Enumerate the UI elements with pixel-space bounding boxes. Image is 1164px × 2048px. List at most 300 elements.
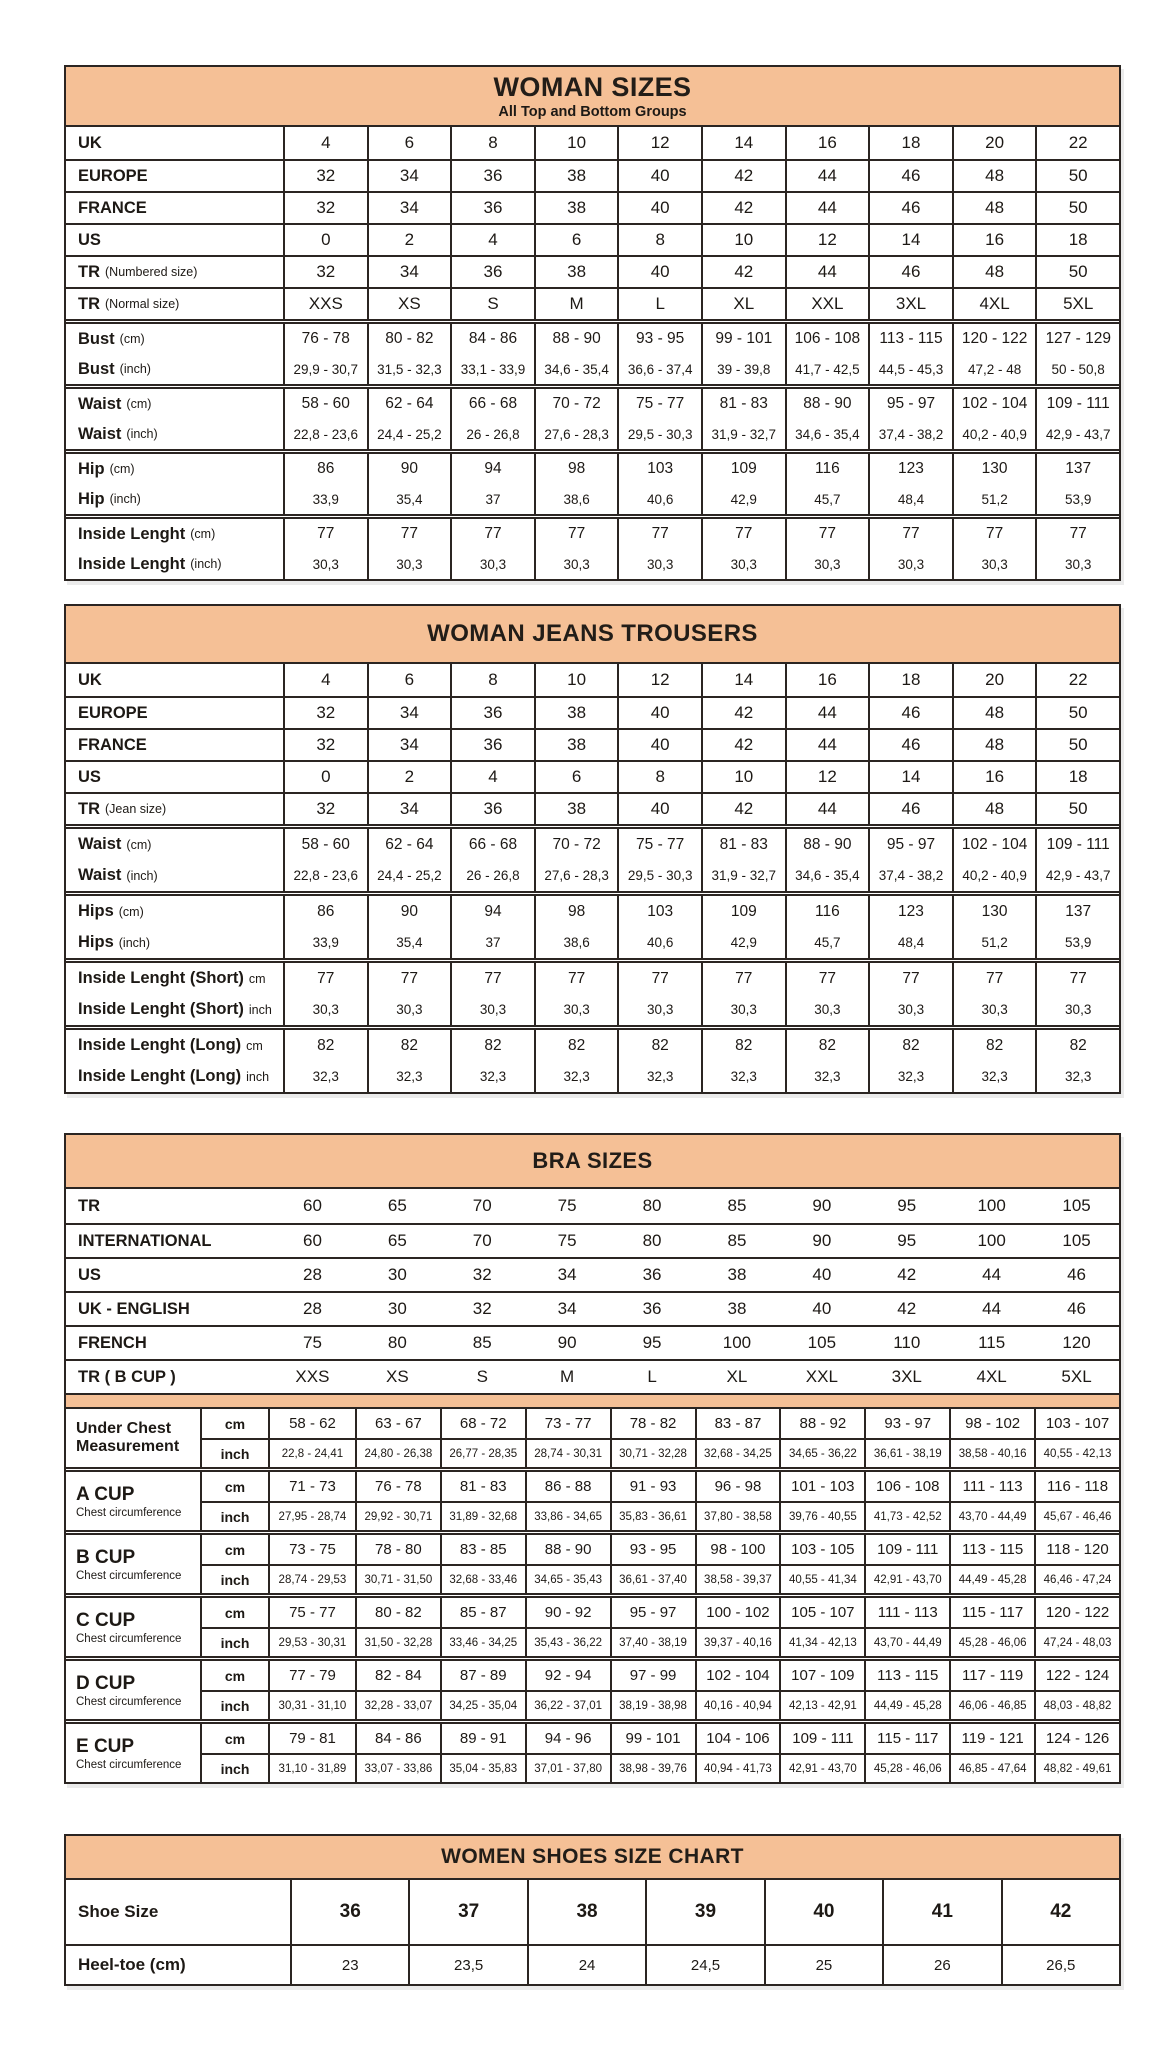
value-cell: 32,68 - 33,46 — [440, 1564, 525, 1593]
value-cell: 32 — [283, 794, 367, 824]
value-cell: 6 — [367, 127, 451, 159]
row-label — [66, 994, 283, 1025]
value-cell: 82 — [868, 1030, 952, 1061]
woman-jeans-title: WOMAN JEANS TROUSERS — [427, 620, 758, 647]
value-cell: 37,80 - 38,58 — [695, 1501, 780, 1530]
value-cell: 48,03 - 48,82 — [1034, 1690, 1119, 1719]
row-label: INTERNATIONAL — [78, 1231, 212, 1250]
value-cell: 22 — [1035, 664, 1119, 696]
value-cell: 24,5 — [645, 1946, 763, 1984]
value-cell: 24,4 - 25,2 — [367, 860, 451, 891]
value-cell: 82 — [367, 1030, 451, 1061]
row-label — [66, 324, 283, 354]
value-cell: 46 — [868, 193, 952, 223]
value-cell: 80 — [387, 1333, 407, 1352]
value-cell: 105 - 107 — [779, 1598, 864, 1627]
table-row-waist-cm — [66, 389, 1119, 419]
value-cell: 30,3 — [1035, 549, 1119, 579]
value-cell: 42 — [701, 794, 785, 824]
row-label-text: Inside Lenght (Short) — [78, 969, 244, 987]
value-cell: 73 - 77 — [525, 1409, 610, 1438]
bra-cup-section — [66, 1409, 1119, 1782]
row-label — [66, 963, 283, 994]
value-cell: 90 — [812, 1196, 832, 1215]
value-cell: 35,4 — [367, 484, 451, 514]
value-cell: 38 — [534, 794, 618, 824]
value-cell: 40 — [617, 730, 701, 760]
value-cell: 6 — [534, 762, 618, 792]
cup-sublabel: Chest circumference — [76, 1632, 182, 1645]
value-cell: 39 - 39,8 — [701, 354, 785, 384]
value-cell: 38,6 — [534, 484, 618, 514]
value-cell: 28 — [302, 1299, 322, 1318]
value-cell: 90 - 92 — [525, 1598, 610, 1627]
value-cell: 79 - 81 — [289, 1730, 336, 1747]
value-cell: 12 — [617, 664, 701, 696]
value-cell: 76 - 78 — [283, 324, 367, 354]
value-cell: 91 - 93 — [610, 1472, 695, 1501]
value-cell: 32,3 — [952, 1061, 1036, 1092]
value-cell: 42,9 - 43,7 — [1035, 419, 1119, 449]
value-cell: 45,7 — [785, 927, 869, 958]
value-cell: 77 — [785, 519, 869, 549]
value-cell: 77 — [450, 519, 534, 549]
value-cell: 77 — [1035, 519, 1119, 549]
row-label-note: (inch) — [190, 557, 222, 571]
row-label-text: Hip — [78, 459, 105, 478]
value-cell: 130 — [952, 896, 1036, 927]
woman-jeans-header — [66, 606, 1119, 664]
value-cell: 130 — [952, 454, 1036, 484]
value-cell: 34 — [367, 161, 451, 191]
row-label-text: Waist — [78, 394, 122, 413]
value-cell: 46 — [868, 257, 952, 287]
value-cell: 50 — [1035, 698, 1119, 728]
value-cell: 40,2 - 40,9 — [952, 419, 1036, 449]
value-cell: 34,6 - 35,4 — [534, 354, 618, 384]
value-cell: 20 — [952, 127, 1036, 159]
value-cell: 75 — [302, 1333, 322, 1352]
value-cell: 3XL — [868, 289, 952, 319]
value-cell: 68 - 72 — [440, 1409, 525, 1438]
row-label — [66, 860, 283, 891]
value-cell: 36 — [450, 193, 534, 223]
row-label-text: Hip — [78, 489, 105, 508]
value-cell: 26 — [882, 1946, 1000, 1984]
row-label-note: (inch) — [109, 492, 141, 506]
value-cell: 42 — [1001, 1880, 1119, 1944]
value-cell: 30,3 — [617, 994, 701, 1025]
value-cell: 63 - 67 — [355, 1409, 440, 1438]
unit-label: inch — [202, 1753, 270, 1782]
value-cell: 120 — [1062, 1333, 1091, 1352]
measurement-group — [66, 824, 1119, 891]
value-cell: 111 - 113 — [949, 1472, 1034, 1501]
value-cell: 38 — [727, 1299, 747, 1318]
value-cell: 70 - 72 — [534, 829, 618, 860]
row-label — [66, 257, 283, 287]
value-cell: 5XL — [1035, 289, 1119, 319]
value-cell: 75 — [557, 1231, 577, 1250]
cup-group-e-cup — [66, 1719, 1119, 1782]
value-cell: 75 - 77 — [617, 389, 701, 419]
row-label-text: Waist — [78, 424, 122, 443]
value-cell: 81 - 83 — [701, 389, 785, 419]
value-cell: 95 — [897, 1231, 917, 1250]
value-cell: 40,55 - 41,34 — [779, 1564, 864, 1593]
value-cell: 115 — [978, 1333, 1006, 1352]
value-cell: 87 - 89 — [440, 1661, 525, 1690]
row-label — [66, 664, 283, 696]
value-cell: 78 - 80 — [355, 1535, 440, 1564]
value-cell: 48 — [952, 161, 1036, 191]
value-cell: 120 - 122 — [1034, 1598, 1119, 1627]
value-cell: 82 — [701, 1030, 785, 1061]
value-cell: 103 - 107 — [1034, 1409, 1119, 1438]
value-cell: 40,16 - 40,94 — [695, 1690, 780, 1719]
value-cell: L — [617, 289, 701, 319]
row-label-text: FRANCE — [78, 735, 147, 754]
value-cell: 47,2 - 48 — [952, 354, 1036, 384]
value-cell: 102 - 104 — [952, 389, 1036, 419]
value-cell: 70 — [472, 1196, 492, 1215]
row-label-text: Inside Lenght (Long) — [78, 1036, 242, 1054]
value-cell: 38 — [534, 193, 618, 223]
value-cell: 27,95 - 28,74 — [270, 1501, 355, 1530]
row-label-text: Waist — [78, 866, 122, 884]
value-cell: 115 - 117 — [864, 1724, 949, 1753]
value-cell: 4 — [283, 664, 367, 696]
unit-label: cm — [202, 1598, 270, 1627]
table-row-hip-cm — [66, 454, 1119, 484]
table-row-tr-normal-size — [66, 287, 1119, 319]
value-cell: 93 - 95 — [617, 324, 701, 354]
value-cell: 123 — [868, 896, 952, 927]
value-cell: 39 — [645, 1880, 763, 1944]
value-cell: XXL — [785, 289, 869, 319]
value-cell: 127 - 129 — [1035, 324, 1119, 354]
value-cell: 4XL — [952, 289, 1036, 319]
value-cell: 40,55 - 42,13 — [1034, 1438, 1119, 1467]
value-cell: 44 — [785, 698, 869, 728]
value-cell: 4XL — [976, 1367, 1007, 1386]
band-row-tr — [66, 1189, 1119, 1223]
value-cell: 32,28 - 33,07 — [355, 1690, 440, 1719]
value-cell: 113 - 115 — [868, 324, 952, 354]
value-cell: 30,71 - 31,50 — [355, 1564, 440, 1593]
value-cell: 34 — [367, 794, 451, 824]
value-cell: 35,43 - 36,22 — [525, 1627, 610, 1656]
row-label-text: Waist — [78, 835, 122, 853]
value-cell: 29,53 - 30,31 — [270, 1627, 355, 1656]
value-cell: 53,9 — [1035, 927, 1119, 958]
value-cell: 50 — [1035, 257, 1119, 287]
row-label — [66, 730, 283, 760]
woman-jeans-table — [64, 604, 1121, 1094]
row-label-note: (Jean size) — [105, 802, 167, 816]
table-row-us — [66, 760, 1119, 792]
value-cell: 40 — [617, 257, 701, 287]
value-cell: 14 — [868, 225, 952, 255]
value-cell: 31,5 - 32,3 — [367, 354, 451, 384]
value-cell: 75 — [557, 1196, 577, 1215]
value-cell: 77 — [952, 963, 1036, 994]
value-cell: 107 - 109 — [779, 1661, 864, 1690]
value-cell: 36 — [450, 257, 534, 287]
value-cell: 38 — [534, 161, 618, 191]
value-cell: 70 — [472, 1231, 492, 1250]
row-label-text: TR — [78, 262, 100, 281]
value-cell: 105 — [1062, 1196, 1091, 1215]
value-cell: 82 — [450, 1030, 534, 1061]
cup-name: Under Chest Measurement — [76, 1419, 180, 1455]
value-cell: 30,3 — [283, 549, 367, 579]
value-cell: 23,5 — [408, 1946, 526, 1984]
unit-label: cm — [202, 1472, 270, 1501]
value-cell: 85 - 87 — [440, 1598, 525, 1627]
value-cell: 32,3 — [283, 1061, 367, 1092]
cup-name: C CUP — [76, 1609, 136, 1631]
band-row-tr-b-cup — [66, 1359, 1119, 1393]
row-label — [66, 1030, 283, 1061]
value-cell: 41,34 - 42,13 — [779, 1627, 864, 1656]
value-cell: 96 - 98 — [695, 1472, 780, 1501]
value-cell: 77 — [534, 519, 618, 549]
woman-sizes-table — [64, 65, 1121, 581]
value-cell: XXS — [283, 289, 367, 319]
value-cell: 86 — [283, 896, 367, 927]
value-cell: 23 — [290, 1946, 408, 1984]
value-cell: 40,6 — [617, 484, 701, 514]
value-cell: 76 - 78 — [355, 1472, 440, 1501]
value-cell: 109 - 111 — [1035, 389, 1119, 419]
shoes-header — [66, 1836, 1119, 1880]
shoe-row-shoe-size — [66, 1880, 1119, 1944]
band-row-uk-english — [66, 1291, 1119, 1325]
value-cell: 95 - 97 — [610, 1598, 695, 1627]
row-label-text: UK — [78, 670, 102, 689]
value-cell: 98 - 100 — [695, 1535, 780, 1564]
woman-sizes-subtitle: All Top and Bottom Groups — [498, 104, 687, 120]
value-cell: 101 - 103 — [779, 1472, 864, 1501]
row-label — [66, 454, 283, 484]
woman-sizes-title: WOMAN SIZES — [493, 72, 692, 102]
value-cell: 36 — [450, 698, 534, 728]
value-cell: 22,8 - 24,41 — [270, 1438, 355, 1467]
cup-group-d-cup — [66, 1656, 1119, 1719]
value-cell: 116 — [785, 454, 869, 484]
value-cell: 36 — [450, 730, 534, 760]
value-cell: 62 - 64 — [367, 829, 451, 860]
value-cell: 83 - 87 — [695, 1409, 780, 1438]
value-cell: 33,9 — [283, 484, 367, 514]
value-cell: 50 — [1035, 161, 1119, 191]
value-cell: 85 — [727, 1231, 747, 1250]
value-cell: 66 - 68 — [450, 389, 534, 419]
value-cell: 32 — [283, 698, 367, 728]
value-cell: 18 — [868, 127, 952, 159]
table-row-europe — [66, 159, 1119, 191]
value-cell: 28,74 - 30,31 — [525, 1438, 610, 1467]
cup-sublabel: Chest circumference — [76, 1569, 182, 1582]
value-cell: 30,3 — [534, 549, 618, 579]
row-label-note: (inch) — [119, 362, 151, 376]
value-cell: 116 — [785, 896, 869, 927]
row-label — [66, 829, 283, 860]
row-label — [66, 698, 283, 728]
value-cell: 71 - 73 — [289, 1478, 336, 1495]
row-label — [66, 354, 283, 384]
value-cell: 119 - 121 — [949, 1724, 1034, 1753]
value-cell: 46 — [868, 794, 952, 824]
cup-label — [66, 1598, 202, 1656]
value-cell: 48 — [952, 698, 1036, 728]
value-cell: 41,7 - 42,5 — [785, 354, 869, 384]
value-cell: 84 - 86 — [355, 1724, 440, 1753]
value-cell: 32,68 - 34,25 — [695, 1438, 780, 1467]
value-cell: 98 — [534, 896, 618, 927]
row-label-text: Hips — [78, 933, 114, 951]
value-cell: 100 — [977, 1196, 1006, 1215]
value-cell: 92 - 94 — [525, 1661, 610, 1690]
unit-label: inch — [202, 1690, 270, 1719]
row-label: TR — [78, 1196, 100, 1215]
cup-label — [66, 1724, 202, 1782]
unit-label: cm — [202, 1724, 270, 1753]
value-cell: 34,25 - 35,04 — [440, 1690, 525, 1719]
value-cell: 26,77 - 28,35 — [440, 1438, 525, 1467]
value-cell: 109 — [701, 896, 785, 927]
value-cell: 30,3 — [1035, 994, 1119, 1025]
value-cell: 30,3 — [952, 549, 1036, 579]
value-cell: 18 — [868, 664, 952, 696]
value-cell: 34 — [557, 1299, 577, 1318]
value-cell: 4 — [450, 762, 534, 792]
value-cell: 32,3 — [617, 1061, 701, 1092]
value-cell: 115 - 117 — [949, 1598, 1034, 1627]
value-cell: 6 — [534, 225, 618, 255]
cup-name: A CUP — [76, 1483, 135, 1505]
value-cell: 42,91 - 43,70 — [779, 1753, 864, 1782]
unit-label: inch — [202, 1564, 270, 1593]
value-cell: 2 — [367, 225, 451, 255]
value-cell: 42,91 - 43,70 — [864, 1564, 949, 1593]
value-cell: 102 - 104 — [952, 829, 1036, 860]
value-cell: 98 — [534, 454, 618, 484]
value-cell: 24,80 - 26,38 — [355, 1438, 440, 1467]
value-cell: 34 — [557, 1265, 577, 1284]
shoes-table — [64, 1834, 1121, 1986]
value-cell: 88 - 92 — [779, 1409, 864, 1438]
value-cell: 41,73 - 42,52 — [864, 1501, 949, 1530]
value-cell: 53,9 — [1035, 484, 1119, 514]
measurement-group — [66, 449, 1119, 514]
table-row-inside-lenght-cm — [66, 519, 1119, 549]
value-cell: 37 — [450, 927, 534, 958]
value-cell: 42 — [701, 193, 785, 223]
value-cell: 109 - 111 — [779, 1724, 864, 1753]
value-cell: 42,9 — [701, 484, 785, 514]
row-label-note: inch — [248, 1002, 272, 1017]
value-cell: 109 - 111 — [1035, 829, 1119, 860]
unit-label: cm — [202, 1409, 270, 1438]
value-cell: 82 — [952, 1030, 1036, 1061]
value-cell: 40 — [812, 1265, 832, 1284]
value-cell: 37 — [408, 1880, 526, 1944]
value-cell: 80 — [642, 1196, 662, 1215]
value-cell: 94 - 96 — [525, 1724, 610, 1753]
cup-sublabel: Chest circumference — [76, 1506, 182, 1519]
value-cell: 30,3 — [868, 994, 952, 1025]
band-row-french — [66, 1325, 1119, 1359]
value-cell: 103 - 105 — [779, 1535, 864, 1564]
measurement-group — [66, 319, 1119, 384]
bra-sizes-header — [66, 1135, 1119, 1189]
value-cell: 77 — [617, 519, 701, 549]
value-cell: 46,46 - 47,24 — [1034, 1564, 1119, 1593]
value-cell: 88 - 90 — [785, 829, 869, 860]
table-row-bust-inch — [66, 354, 1119, 384]
value-cell: 48 — [952, 257, 1036, 287]
row-label-text: TR — [78, 294, 100, 313]
value-cell: 58 - 60 — [283, 389, 367, 419]
value-cell: 38 — [534, 257, 618, 287]
value-cell: 109 - 111 — [864, 1535, 949, 1564]
table-row-inside-lenght-short-cm — [66, 963, 1119, 994]
cup-name: B CUP — [76, 1546, 136, 1568]
value-cell: 30 — [387, 1265, 407, 1284]
value-cell: 77 — [367, 519, 451, 549]
table-row-france — [66, 191, 1119, 223]
value-cell: 50 — [1035, 730, 1119, 760]
value-cell: 25 — [764, 1946, 882, 1984]
table-row-hips-cm — [66, 896, 1119, 927]
shoes-title: WOMEN SHOES SIZE CHART — [441, 1845, 744, 1868]
value-cell: 32,3 — [868, 1061, 952, 1092]
value-cell: 58 - 60 — [283, 829, 367, 860]
value-cell: 88 - 90 — [785, 389, 869, 419]
value-cell: 38 — [534, 698, 618, 728]
value-cell: 38,58 - 39,37 — [695, 1564, 780, 1593]
value-cell: 12 — [785, 225, 869, 255]
value-cell: 34,6 - 35,4 — [785, 419, 869, 449]
value-cell: 14 — [868, 762, 952, 792]
value-cell: 26 - 26,8 — [450, 860, 534, 891]
value-cell: 123 — [868, 454, 952, 484]
cup-label — [66, 1661, 202, 1719]
row-label-note: cm — [246, 1038, 263, 1053]
value-cell: 51,2 — [952, 927, 1036, 958]
row-label — [66, 161, 283, 191]
value-cell: 46 — [1067, 1299, 1086, 1318]
value-cell: 62 - 64 — [367, 389, 451, 419]
value-cell: 14 — [701, 127, 785, 159]
value-cell: S — [476, 1367, 488, 1386]
value-cell: 38,19 - 38,98 — [610, 1690, 695, 1719]
value-cell: 30,3 — [701, 549, 785, 579]
value-cell: 50 - 50,8 — [1035, 354, 1119, 384]
table-row-us — [66, 223, 1119, 255]
value-cell: 82 — [534, 1030, 618, 1061]
value-cell: XXS — [295, 1367, 330, 1386]
value-cell: 36,22 - 37,01 — [525, 1690, 610, 1719]
value-cell: 90 — [367, 896, 451, 927]
value-cell: 95 — [897, 1196, 917, 1215]
value-cell: 22 — [1035, 127, 1119, 159]
value-cell: 44,49 - 45,28 — [949, 1564, 1034, 1593]
row-label: Heel-toe (cm) — [78, 1955, 186, 1974]
value-cell: 35,83 - 36,61 — [610, 1501, 695, 1530]
